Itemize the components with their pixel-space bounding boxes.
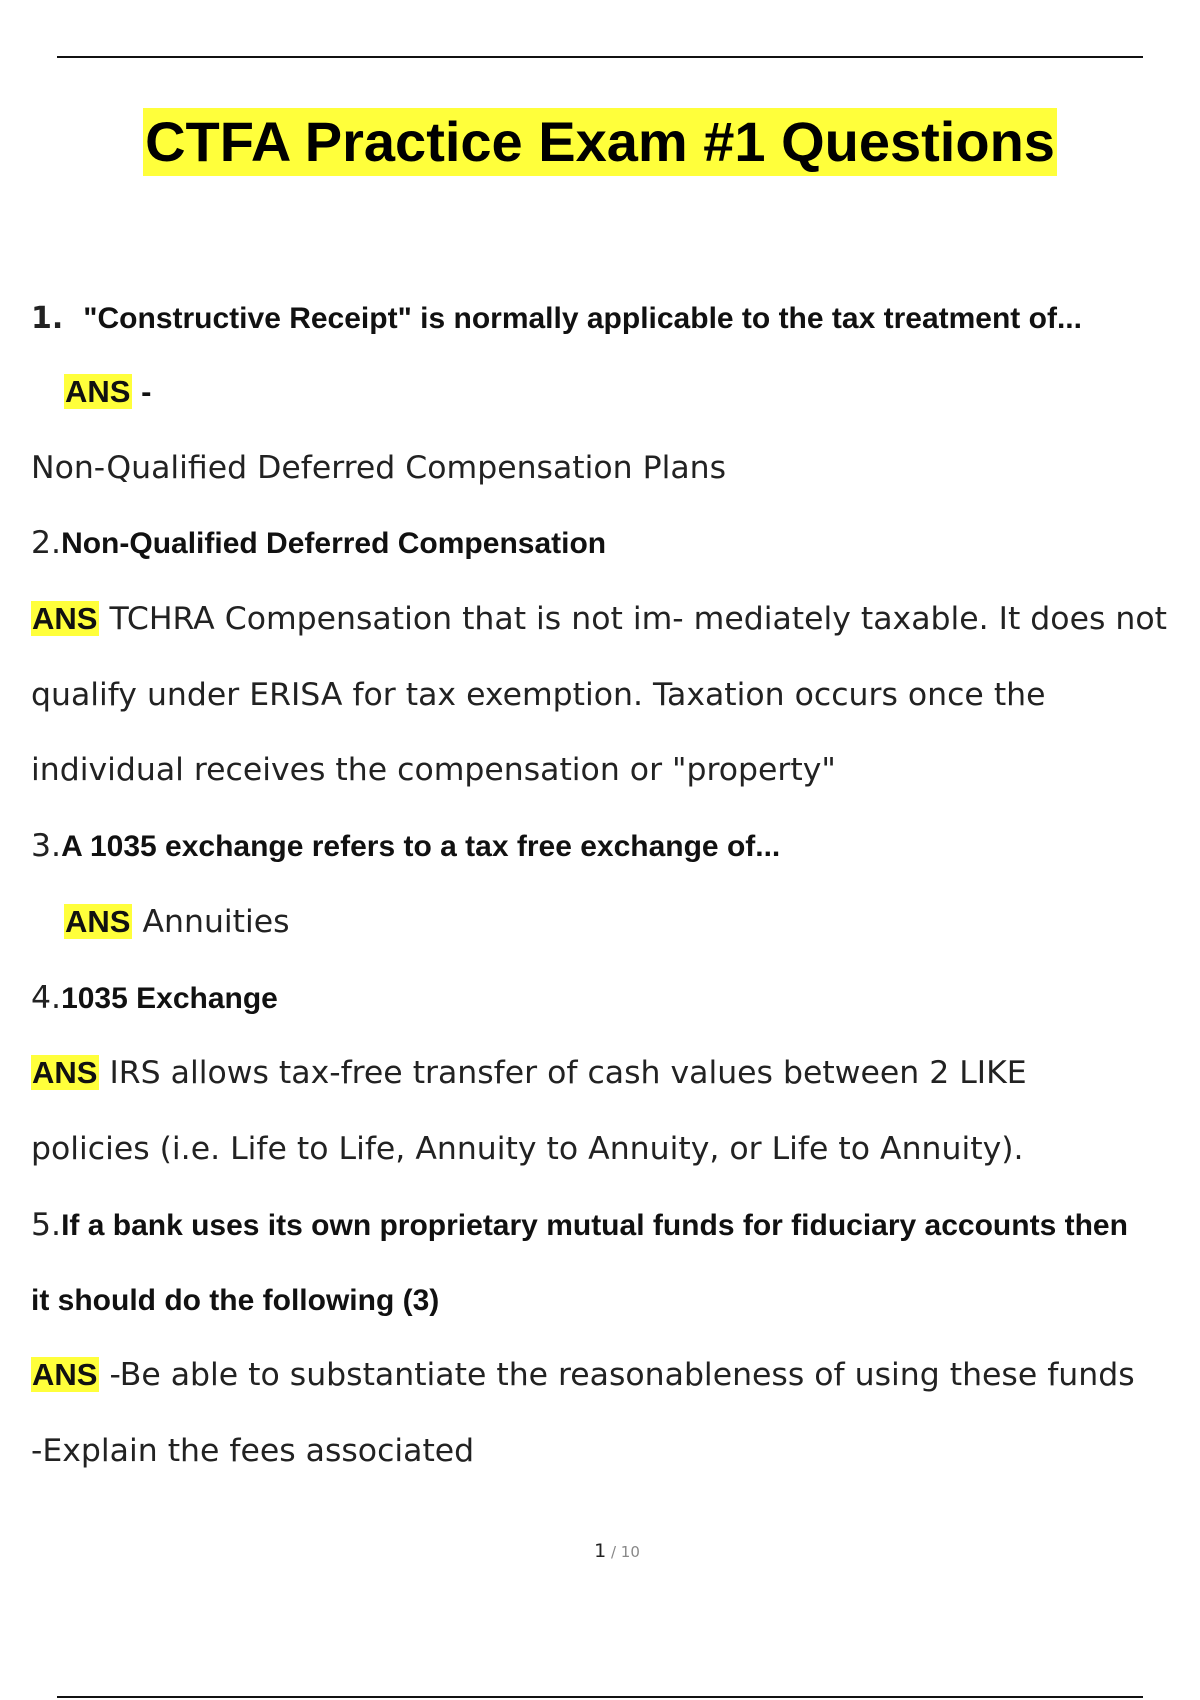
answer-1-text: Non-Qualified Deferred Compensation Plans [31, 450, 727, 486]
page-total: / 10 [606, 1543, 640, 1561]
question-1-number: 1. [31, 301, 64, 336]
bottom-rule [57, 1696, 1143, 1698]
question-5-line-1 [31, 1205, 1128, 1246]
answer-2-line-2: qualify under ERISA for tax exemption. Taxation occurs once the [31, 677, 1046, 713]
question-5-number: 5. [31, 1207, 62, 1243]
question-5-text-2: it should do the following (3) [31, 1284, 440, 1317]
question-4 [31, 978, 278, 1019]
answer-3-label: ANS [65, 904, 131, 939]
answer-1-dash: - [132, 374, 152, 409]
question-1 [31, 298, 1082, 339]
top-rule [57, 56, 1143, 58]
answer-2-line-1 [31, 599, 1167, 639]
answer-4-text-1: IRS allows tax-free transfer of cash values between 2 LIKE [99, 1055, 1027, 1091]
question-3-text: A 1035 exchange refers to a tax free exchange of... [61, 830, 781, 863]
answer-4-label: ANS [32, 1055, 98, 1090]
page-current: 1 [594, 1540, 607, 1562]
question-2-number: 2. [31, 525, 62, 561]
page-indicator [0, 1540, 1200, 1562]
answer-5-line-2: -Explain the fees associated [31, 1433, 475, 1469]
answer-2-line-3: individual receives the compensation or "property" [31, 752, 836, 788]
question-5-text-1: If a bank uses its own proprietary mutual funds for fiduciary accounts then [61, 1209, 1128, 1242]
title-container [0, 108, 1200, 176]
answer-4-line-2: policies (i.e. Life to Life, Annuity to Annuity, or Life to Annuity). [31, 1131, 1024, 1167]
answer-2-label: ANS [32, 601, 98, 636]
question-3 [31, 826, 780, 867]
question-1-text: "Constructive Receipt" is normally applicable to the tax treatment of... [83, 302, 1082, 335]
answer-2-text-1: TCHRA Compensation that is not im- mediately taxable. It does not [99, 601, 1167, 637]
answer-5-label: ANS [32, 1357, 98, 1392]
question-5-line-2 [31, 1280, 439, 1321]
answer-1-label-line [64, 372, 151, 412]
question-4-text: 1035 Exchange [61, 982, 278, 1015]
question-2-text: Non-Qualified Deferred Compensation [61, 527, 607, 560]
answer-5-line-1 [31, 1355, 1135, 1395]
answer-3-text: Annuities [132, 904, 290, 940]
question-4-number: 4. [31, 980, 62, 1016]
page-title: CTFA Practice Exam #1 Questions [143, 108, 1057, 176]
answer-5-text-1: -Be able to substantiate the reasonableness of using these funds [99, 1357, 1135, 1393]
question-3-number: 3. [31, 828, 62, 864]
answer-3-line [64, 902, 290, 942]
answer-1-label: ANS [65, 374, 131, 409]
question-2 [31, 523, 606, 564]
answer-4-line-1 [31, 1053, 1027, 1093]
